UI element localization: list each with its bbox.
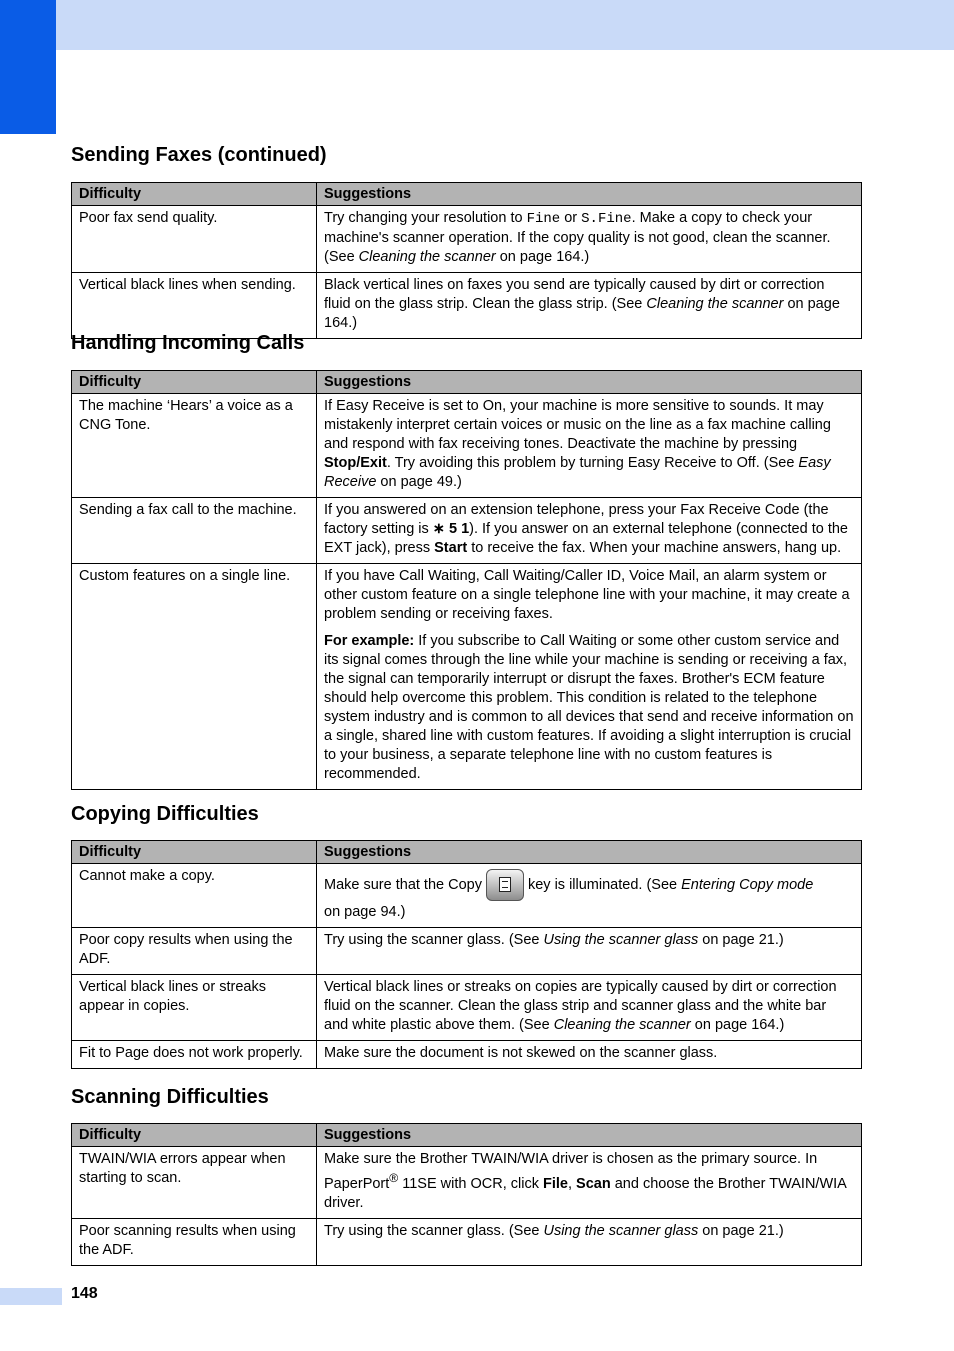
menu-name: File	[542, 1175, 568, 1192]
receive-code: ∗ 5 1	[432, 521, 470, 537]
table-header-row	[72, 1124, 862, 1147]
table-row	[72, 928, 862, 975]
sending-faxes-table	[71, 182, 862, 339]
suggestion-line	[324, 867, 854, 903]
suggestion-cell	[317, 564, 862, 790]
difficulty-cell: The machine ‘Hears’ a voice as a CNG Tone.	[72, 394, 317, 498]
difficulty-cell: Sending a fax call to the machine.	[72, 498, 317, 564]
suggestion-cell	[317, 498, 862, 564]
suggestion-text: If you subscribe to Call Waiting or some other custom service and its signal comes through the line while your machine is sending or receiving a fax, the signal can temporarily interrupt or disrupt the faxes. Brother's ECM feature should help overcome this problem. This condition is related to the telephone system industry and is common to all devices that send and receive information on a single, shared line with custom features. If avoiding a slight interruption is crucial to your business, a separate telephone line with no custom features is recommended.	[324, 633, 854, 782]
suggestion-text: Make sure that the Copy	[324, 877, 482, 893]
suggestion-text: on page 49.)	[376, 474, 462, 490]
difficulty-cell: Poor fax send quality.	[72, 206, 317, 273]
difficulty-cell: Fit to Page does not work properly.	[72, 1041, 317, 1069]
incoming-calls-table	[71, 370, 862, 790]
cross-reference: Cleaning the scanner	[358, 249, 496, 265]
difficulty-cell: Poor scanning results when using the ADF.	[72, 1218, 317, 1265]
table-header-row	[72, 183, 862, 206]
suggestion-text: Try using the scanner glass. (See	[324, 1222, 544, 1239]
table-row	[72, 1218, 862, 1265]
cross-reference: Using the scanner glass	[543, 1222, 699, 1239]
suggestion-text: . Make a copy to check your machine's scanner operation. If the copy quality is not good, clean the scanner. (See	[324, 210, 831, 265]
chapter-tab	[0, 0, 56, 134]
footer-band	[0, 1288, 62, 1305]
column-header-difficulty: Difficulty	[72, 371, 317, 394]
column-header-difficulty: Difficulty	[72, 183, 317, 206]
column-header-suggestions: Suggestions	[317, 183, 862, 206]
suggestion-text: Try using the scanner glass. (See	[324, 932, 544, 948]
suggestion-cell	[317, 394, 862, 498]
header-band	[0, 0, 954, 50]
table-header-row	[72, 371, 862, 394]
copy-key-icon	[486, 869, 524, 901]
suggestion-text: and choose the Brother TWAIN/WIA driver.	[324, 1175, 847, 1211]
table-row	[72, 206, 862, 273]
suggestion-text: ). If you answer on an external telephone (connected to the EXT jack), press	[324, 521, 848, 556]
suggestion-text: on page 164.)	[324, 296, 840, 331]
difficulty-cell: Cannot make a copy.	[72, 864, 317, 928]
suggestion-text: Try changing your resolution to	[324, 210, 527, 226]
difficulty-cell: TWAIN/WIA errors appear when starting to scan.	[72, 1147, 317, 1219]
table-row	[72, 564, 862, 790]
cross-reference: Using the scanner glass	[543, 932, 699, 948]
suggestion-text: on page 164.)	[690, 1017, 785, 1033]
suggestion-text: ,	[567, 1175, 577, 1192]
table-row	[72, 1041, 862, 1069]
suggestion-cell: Make sure the document is not skewed on the scanner glass.	[317, 1041, 862, 1069]
suggestion-text: Make sure the Brother TWAIN/WIA driver is chosen as the primary source. In PaperPort	[324, 1151, 818, 1192]
scanning-difficulties-table	[71, 1123, 862, 1266]
suggestion-text: . Try avoiding this problem by turning Easy Receive to Off. (See	[386, 455, 799, 471]
suggestion-text: on page 164.)	[495, 249, 590, 265]
suggestion-cell	[317, 928, 862, 975]
table-row	[72, 1147, 862, 1219]
copying-difficulties-table	[71, 840, 862, 1069]
resolution-value: Fine	[526, 211, 561, 227]
suggestion-cell	[317, 975, 862, 1041]
suggestion-text: Black vertical lines on faxes you send are typically caused by dirt or correction fluid on the glass strip. Clean the glass strip. (See	[324, 277, 825, 312]
difficulty-cell: Custom features on a single line.	[72, 564, 317, 790]
difficulty-cell: Vertical black lines or streaks appear in copies.	[72, 975, 317, 1041]
key-name: Start	[434, 540, 468, 556]
cross-reference: Cleaning the scanner	[646, 296, 784, 312]
suggestion-paragraph: If you have Call Waiting, Call Waiting/Caller ID, Voice Mail, an alarm system or other custom feature on a single telephone line with your machine, it may create a problem sending or receiving faxes.	[324, 568, 850, 622]
column-header-difficulty: Difficulty	[72, 841, 317, 864]
table-row	[72, 975, 862, 1041]
suggestion-text: on page 94.)	[324, 904, 406, 920]
table-header-row	[72, 841, 862, 864]
suggestion-paragraph	[324, 632, 854, 784]
column-header-suggestions: Suggestions	[317, 841, 862, 864]
suggestion-text: on page 21.)	[698, 932, 784, 948]
section-title-sending: Sending Faxes (continued)	[71, 144, 327, 166]
suggestion-cell	[317, 273, 862, 339]
column-header-difficulty: Difficulty	[72, 1124, 317, 1147]
difficulty-cell: Poor copy results when using the ADF.	[72, 928, 317, 975]
cross-reference: Easy Receive	[324, 455, 831, 490]
suggestion-text: If you answered on an extension telephone, press your Fax Receive Code (the factory setting is	[324, 502, 829, 537]
suggestion-text: If Easy Receive is set to On, your machine is more sensitive to sounds. It may mistakenly interpret certain voices or music on the line as a fax machine calling and respond with fax receiving tones. Deactivate the machine by pressing	[324, 398, 831, 452]
suggestion-text: key is illuminated. (See	[527, 877, 682, 893]
table-row	[72, 394, 862, 498]
column-header-suggestions: Suggestions	[317, 371, 862, 394]
section-title-copying: Copying Difficulties	[71, 803, 259, 825]
suggestion-cell	[317, 1218, 862, 1265]
table-row	[72, 273, 862, 339]
suggestion-cell	[317, 206, 862, 273]
suggestion-text: 11SE with OCR, click	[398, 1175, 543, 1192]
example-label: For example:	[324, 633, 415, 649]
page-number: 148	[71, 1285, 98, 1302]
suggestion-text: Vertical black lines or streaks on copies are typically caused by dirt or correction fluid on the scanner. Clean the glass strip and scanner glass and the white bar and white plastic above them. (See	[324, 979, 837, 1033]
table-row	[72, 498, 862, 564]
table-row	[72, 864, 862, 928]
cross-reference: Cleaning the scanner	[553, 1017, 691, 1033]
suggestion-text: or	[560, 210, 582, 226]
section-title-incoming: Handling Incoming Calls	[71, 332, 305, 354]
key-name: Stop/Exit	[324, 455, 387, 471]
section-title-scanning: Scanning Difficulties	[71, 1086, 269, 1108]
suggestion-text: on page 21.)	[698, 1222, 784, 1239]
difficulty-cell: Vertical black lines when sending.	[72, 273, 317, 339]
suggestion-cell	[317, 1147, 862, 1219]
column-header-suggestions: Suggestions	[317, 1124, 862, 1147]
menu-name: Scan	[576, 1175, 611, 1192]
registered-mark: ®	[389, 1171, 399, 1185]
suggestion-text: to receive the fax. When your machine answers, hang up.	[467, 540, 842, 556]
suggestion-cell	[317, 864, 862, 928]
cross-reference: Entering Copy mode	[681, 877, 814, 893]
resolution-value: S.Fine	[581, 211, 632, 227]
